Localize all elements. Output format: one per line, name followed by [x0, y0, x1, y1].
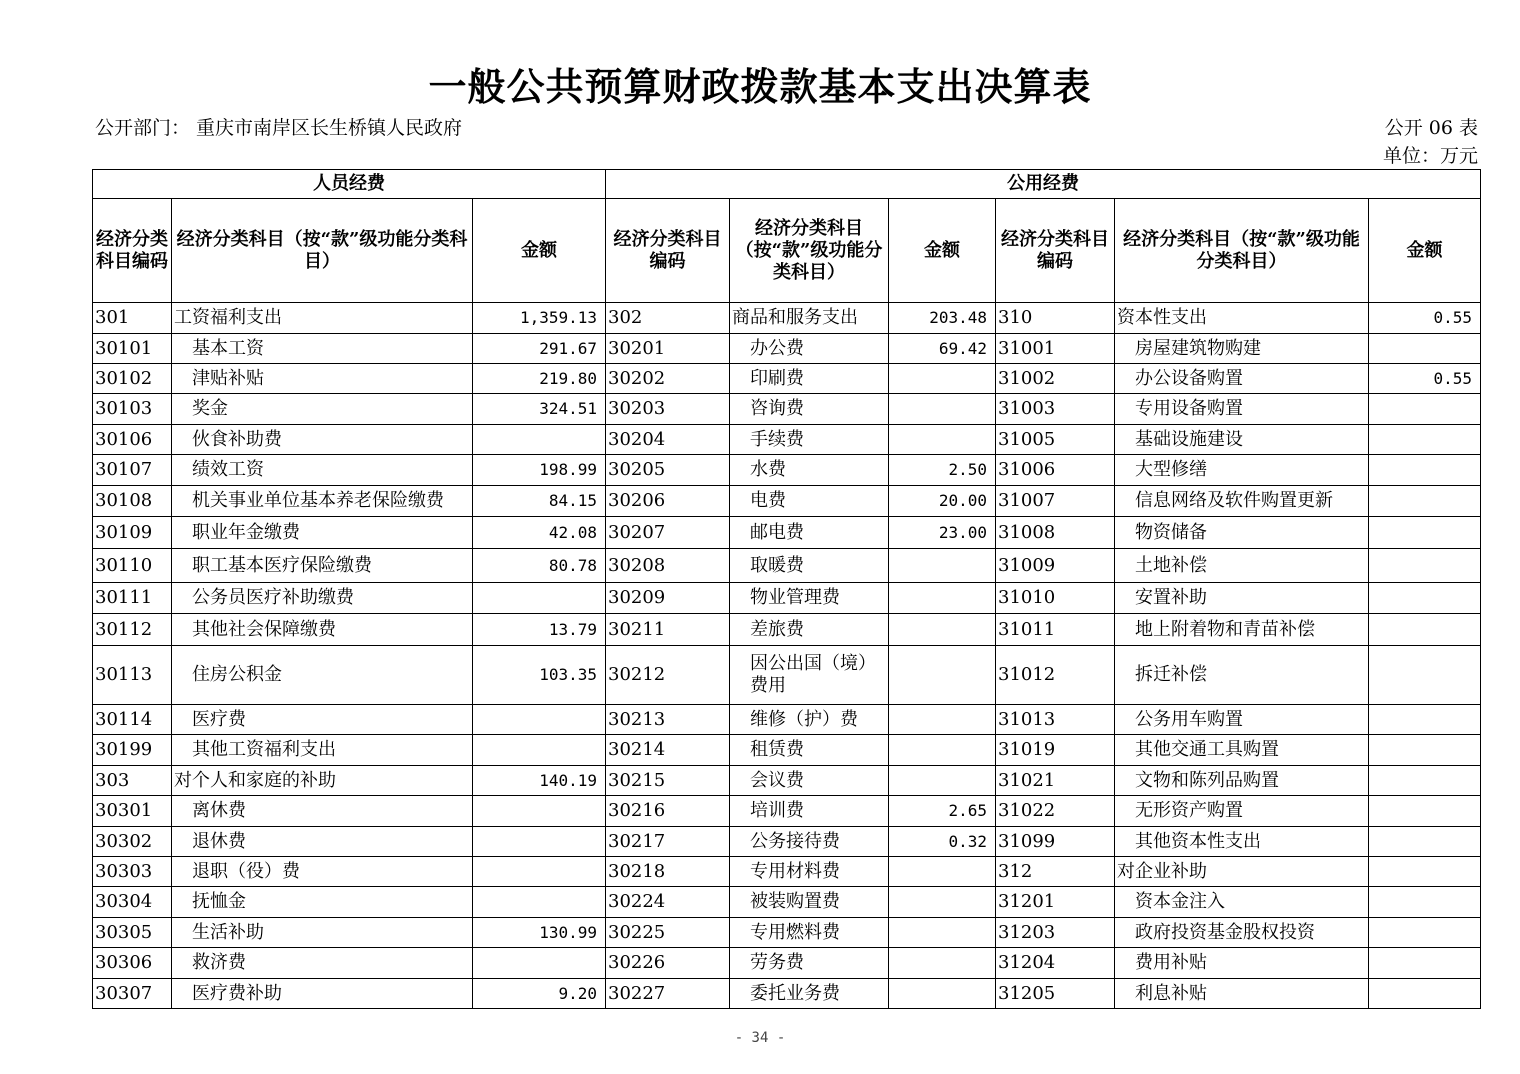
- cell-code: 30227: [606, 979, 730, 1009]
- cell-name: 其他社会保障缴费: [172, 614, 473, 646]
- cell-amount: [889, 364, 996, 394]
- cell-amount: 130.99: [473, 918, 606, 948]
- table-number: 公开 06 表: [1384, 117, 1478, 139]
- table-row: [93, 979, 1481, 1009]
- cell-code: 30112: [93, 614, 172, 646]
- cell-code: 303: [93, 766, 172, 796]
- cell-code: 30226: [606, 948, 730, 979]
- cell-code: 30199: [93, 735, 172, 766]
- table-row: [93, 827, 1481, 857]
- cell-code: 30208: [606, 549, 730, 583]
- cell-name: 信息网络及软件购置更新: [1115, 486, 1369, 517]
- column-header-code: 经济分类科目编码: [93, 199, 172, 303]
- cell-code: 30102: [93, 364, 172, 394]
- cell-name: 专用设备购置: [1115, 394, 1369, 425]
- cell-amount: 103.35: [473, 646, 606, 705]
- cell-amount: [889, 887, 996, 918]
- cell-name: 被装购置费: [730, 887, 889, 918]
- cell-amount: [473, 857, 606, 887]
- cell-code: 310: [996, 303, 1115, 334]
- cell-code: 31011: [996, 614, 1115, 646]
- table-row: [93, 705, 1481, 735]
- cell-name: 资本金注入: [1115, 887, 1369, 918]
- table-row: [93, 394, 1481, 425]
- cell-amount: [473, 887, 606, 918]
- table-row: [93, 796, 1481, 827]
- cell-name: 房屋建筑物购建: [1115, 334, 1369, 364]
- cell-name: 专用材料费: [730, 857, 889, 887]
- cell-code: 30225: [606, 918, 730, 948]
- page-number: - 34 -: [734, 1030, 786, 1046]
- cell-amount: 219.80: [473, 364, 606, 394]
- cell-code: 302: [606, 303, 730, 334]
- cell-name: 邮电费: [730, 517, 889, 549]
- cell-amount: 2.65: [889, 796, 996, 827]
- cell-code: 30202: [606, 364, 730, 394]
- cell-name: 抚恤金: [172, 887, 473, 918]
- cell-name: 其他交通工具购置: [1115, 735, 1369, 766]
- cell-code: 30306: [93, 948, 172, 979]
- cell-amount: [889, 918, 996, 948]
- cell-code: 31005: [996, 425, 1115, 455]
- column-header-name: 经济分类科目（按“款”级功能分类科目）: [730, 199, 889, 303]
- cell-code: 31007: [996, 486, 1115, 517]
- cell-amount: [1369, 334, 1481, 364]
- cell-name: 医疗费补助: [172, 979, 473, 1009]
- cell-code: 30303: [93, 857, 172, 887]
- cell-code: 31021: [996, 766, 1115, 796]
- cell-name: 退职（役）费: [172, 857, 473, 887]
- cell-name: 维修（护）费: [730, 705, 889, 735]
- cell-code: 30205: [606, 455, 730, 486]
- table-meta: [1383, 114, 1478, 170]
- cell-name: 退休费: [172, 827, 473, 857]
- table-row: [93, 766, 1481, 796]
- cell-amount: [889, 425, 996, 455]
- cell-amount: 9.20: [473, 979, 606, 1009]
- cell-name: 办公设备购置: [1115, 364, 1369, 394]
- cell-amount: [1369, 614, 1481, 646]
- cell-code: 30307: [93, 979, 172, 1009]
- cell-amount: 198.99: [473, 455, 606, 486]
- cell-amount: 0.55: [1369, 303, 1481, 334]
- column-header-name: 经济分类科目（按“款”级功能分类科目）: [172, 199, 473, 303]
- column-header-amount: 金额: [473, 199, 606, 303]
- cell-name: 地上附着物和青苗补偿: [1115, 614, 1369, 646]
- table-row: [93, 887, 1481, 918]
- cell-amount: [1369, 646, 1481, 705]
- cell-code: 30103: [93, 394, 172, 425]
- cell-amount: 203.48: [889, 303, 996, 334]
- group-header-personnel: 人员经费: [93, 170, 606, 199]
- cell-code: 30108: [93, 486, 172, 517]
- cell-amount: [1369, 583, 1481, 614]
- cell-name: 工资福利支出: [172, 303, 473, 334]
- cell-name: 对个人和家庭的补助: [172, 766, 473, 796]
- cell-amount: [1369, 918, 1481, 948]
- cell-code: 31001: [996, 334, 1115, 364]
- budget-table: [92, 169, 1481, 1009]
- table-row: [93, 614, 1481, 646]
- table-row: [93, 303, 1481, 334]
- cell-name: 职业年金缴费: [172, 517, 473, 549]
- cell-name: 商品和服务支出: [730, 303, 889, 334]
- cell-name: 生活补助: [172, 918, 473, 948]
- cell-name: 公务接待费: [730, 827, 889, 857]
- cell-amount: [473, 425, 606, 455]
- cell-amount: [1369, 486, 1481, 517]
- cell-amount: [889, 766, 996, 796]
- cell-amount: [473, 827, 606, 857]
- table-row: [93, 549, 1481, 583]
- cell-name: 伙食补助费: [172, 425, 473, 455]
- cell-name: 电费: [730, 486, 889, 517]
- cell-amount: [1369, 979, 1481, 1009]
- cell-amount: 291.67: [473, 334, 606, 364]
- cell-amount: [889, 583, 996, 614]
- cell-amount: 42.08: [473, 517, 606, 549]
- table-row: [93, 857, 1481, 887]
- cell-name: 津贴补贴: [172, 364, 473, 394]
- group-header-public: 公用经费: [606, 170, 1481, 199]
- column-header-amount: 金额: [889, 199, 996, 303]
- cell-amount: [1369, 705, 1481, 735]
- cell-code: 30114: [93, 705, 172, 735]
- cell-code: 31002: [996, 364, 1115, 394]
- cell-name: 资本性支出: [1115, 303, 1369, 334]
- cell-amount: [1369, 766, 1481, 796]
- cell-code: 30218: [606, 857, 730, 887]
- table-row: [93, 486, 1481, 517]
- cell-code: 31204: [996, 948, 1115, 979]
- cell-name: 绩效工资: [172, 455, 473, 486]
- cell-name: 差旅费: [730, 614, 889, 646]
- cell-code: 30107: [93, 455, 172, 486]
- cell-name: 文物和陈列品购置: [1115, 766, 1369, 796]
- cell-name: 物资储备: [1115, 517, 1369, 549]
- cell-code: 30211: [606, 614, 730, 646]
- cell-amount: [889, 948, 996, 979]
- cell-amount: [889, 979, 996, 1009]
- cell-name: 手续费: [730, 425, 889, 455]
- unit-label: 单位：万元: [1382, 145, 1478, 167]
- cell-code: 30305: [93, 918, 172, 948]
- cell-code: 30101: [93, 334, 172, 364]
- table-row: [93, 583, 1481, 614]
- cell-code: 30212: [606, 646, 730, 705]
- cell-code: 31019: [996, 735, 1115, 766]
- cell-amount: 13.79: [473, 614, 606, 646]
- cell-name: 拆迁补偿: [1115, 646, 1369, 705]
- cell-code: 31009: [996, 549, 1115, 583]
- cell-amount: [889, 646, 996, 705]
- table-row: [93, 517, 1481, 549]
- cell-amount: [473, 735, 606, 766]
- cell-name: 培训费: [730, 796, 889, 827]
- cell-code: 31003: [996, 394, 1115, 425]
- cell-amount: [889, 857, 996, 887]
- cell-name: 专用燃料费: [730, 918, 889, 948]
- cell-name: 因公出国（境）费用: [730, 646, 889, 705]
- cell-amount: [889, 394, 996, 425]
- cell-amount: 324.51: [473, 394, 606, 425]
- table-row: [93, 948, 1481, 979]
- cell-code: 31099: [996, 827, 1115, 857]
- cell-name: 咨询费: [730, 394, 889, 425]
- cell-amount: [1369, 857, 1481, 887]
- cell-name: 会议费: [730, 766, 889, 796]
- cell-name: 基本工资: [172, 334, 473, 364]
- cell-amount: 140.19: [473, 766, 606, 796]
- cell-code: 30209: [606, 583, 730, 614]
- cell-name: 取暖费: [730, 549, 889, 583]
- cell-code: 31006: [996, 455, 1115, 486]
- cell-name: 劳务费: [730, 948, 889, 979]
- cell-name: 奖金: [172, 394, 473, 425]
- cell-code: 30207: [606, 517, 730, 549]
- cell-name: 安置补助: [1115, 583, 1369, 614]
- cell-code: 31203: [996, 918, 1115, 948]
- table-row: [93, 364, 1481, 394]
- page-title: 一般公共预算财政拨款基本支出决算表: [428, 64, 1092, 109]
- cell-code: 30204: [606, 425, 730, 455]
- cell-code: 30216: [606, 796, 730, 827]
- cell-name: 无形资产购置: [1115, 796, 1369, 827]
- cell-code: 31012: [996, 646, 1115, 705]
- table-row: [93, 735, 1481, 766]
- column-header-amount: 金额: [1369, 199, 1481, 303]
- cell-code: 30302: [93, 827, 172, 857]
- cell-name: 政府投资基金股权投资: [1115, 918, 1369, 948]
- cell-name: 大型修缮: [1115, 455, 1369, 486]
- department-label: 公开部门： 重庆市南岸区长生桥镇人民政府: [95, 117, 463, 139]
- cell-code: 312: [996, 857, 1115, 887]
- cell-code: 31205: [996, 979, 1115, 1009]
- cell-name: 医疗费: [172, 705, 473, 735]
- cell-code: 30301: [93, 796, 172, 827]
- cell-amount: 23.00: [889, 517, 996, 549]
- cell-amount: [473, 948, 606, 979]
- table-row: [93, 918, 1481, 948]
- cell-name: 委托业务费: [730, 979, 889, 1009]
- cell-amount: [1369, 455, 1481, 486]
- cell-name: 土地补偿: [1115, 549, 1369, 583]
- cell-code: 31201: [996, 887, 1115, 918]
- cell-name: 基础设施建设: [1115, 425, 1369, 455]
- cell-amount: [473, 705, 606, 735]
- cell-amount: 2.50: [889, 455, 996, 486]
- cell-code: 30109: [93, 517, 172, 549]
- cell-name: 公务用车购置: [1115, 705, 1369, 735]
- cell-amount: [1369, 517, 1481, 549]
- cell-amount: 69.42: [889, 334, 996, 364]
- cell-code: 30213: [606, 705, 730, 735]
- table-row: [93, 425, 1481, 455]
- cell-name: 水费: [730, 455, 889, 486]
- cell-name: 办公费: [730, 334, 889, 364]
- table-row: [93, 646, 1481, 705]
- cell-code: 30111: [93, 583, 172, 614]
- cell-code: 30304: [93, 887, 172, 918]
- cell-amount: [1369, 948, 1481, 979]
- cell-name: 印刷费: [730, 364, 889, 394]
- cell-code: 31013: [996, 705, 1115, 735]
- cell-amount: 80.78: [473, 549, 606, 583]
- cell-amount: [1369, 394, 1481, 425]
- cell-amount: [889, 549, 996, 583]
- cell-code: 30224: [606, 887, 730, 918]
- cell-name: 公务员医疗补助缴费: [172, 583, 473, 614]
- cell-amount: [1369, 549, 1481, 583]
- cell-name: 其他工资福利支出: [172, 735, 473, 766]
- cell-amount: [1369, 425, 1481, 455]
- cell-code: 30110: [93, 549, 172, 583]
- cell-code: 30203: [606, 394, 730, 425]
- cell-amount: 1,359.13: [473, 303, 606, 334]
- cell-code: 31008: [996, 517, 1115, 549]
- cell-amount: [473, 583, 606, 614]
- cell-amount: 84.15: [473, 486, 606, 517]
- cell-name: 住房公积金: [172, 646, 473, 705]
- cell-code: 30201: [606, 334, 730, 364]
- table-row: [93, 334, 1481, 364]
- cell-name: 费用补贴: [1115, 948, 1369, 979]
- cell-amount: [889, 614, 996, 646]
- cell-code: 301: [93, 303, 172, 334]
- cell-code: 30217: [606, 827, 730, 857]
- cell-name: 对企业补助: [1115, 857, 1369, 887]
- cell-amount: [1369, 887, 1481, 918]
- cell-name: 机关事业单位基本养老保险缴费: [172, 486, 473, 517]
- cell-amount: 20.00: [889, 486, 996, 517]
- column-header-code: 经济分类科目编码: [996, 199, 1115, 303]
- cell-name: 离休费: [172, 796, 473, 827]
- cell-code: 30214: [606, 735, 730, 766]
- cell-code: 30106: [93, 425, 172, 455]
- cell-amount: [473, 796, 606, 827]
- cell-name: 救济费: [172, 948, 473, 979]
- cell-amount: [889, 735, 996, 766]
- table-row: [93, 455, 1481, 486]
- cell-amount: [889, 705, 996, 735]
- cell-code: 30215: [606, 766, 730, 796]
- cell-name: 租赁费: [730, 735, 889, 766]
- cell-amount: 0.55: [1369, 364, 1481, 394]
- cell-amount: [1369, 796, 1481, 827]
- cell-code: 31010: [996, 583, 1115, 614]
- cell-code: 30206: [606, 486, 730, 517]
- cell-code: 30113: [93, 646, 172, 705]
- cell-amount: 0.32: [889, 827, 996, 857]
- cell-amount: [1369, 827, 1481, 857]
- cell-code: 31022: [996, 796, 1115, 827]
- column-header-code: 经济分类科目编码: [606, 199, 730, 303]
- cell-amount: [1369, 735, 1481, 766]
- cell-name: 其他资本性支出: [1115, 827, 1369, 857]
- cell-name: 利息补贴: [1115, 979, 1369, 1009]
- column-header-name: 经济分类科目（按“款”级功能分类科目）: [1115, 199, 1369, 303]
- cell-name: 职工基本医疗保险缴费: [172, 549, 473, 583]
- cell-name: 物业管理费: [730, 583, 889, 614]
